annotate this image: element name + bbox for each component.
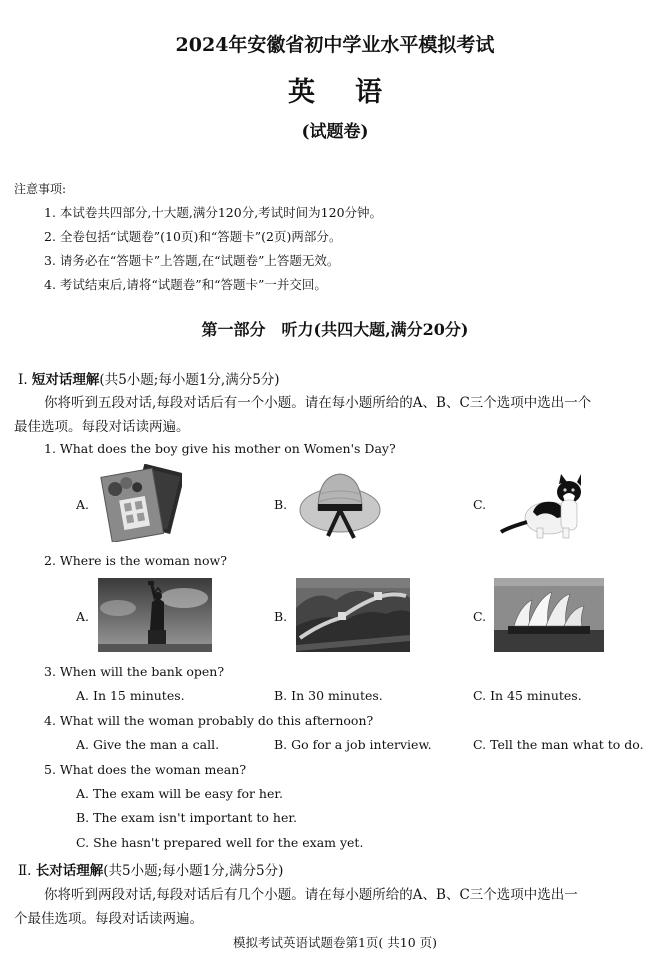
option-letter: C. [473,737,487,752]
option-letter: B. [274,688,288,703]
section-info: (共5小题;每小题1分,满分5分) [99,372,280,388]
notes-heading: 注意事项: [14,182,67,196]
option-b [76,810,297,825]
section-one-heading [18,368,280,388]
option-b [274,737,432,752]
question-4: 4. What will the woman probably do this afternoon? [44,713,374,728]
option-text: The exam will be easy for her. [93,786,283,801]
option-a [76,737,219,752]
note-item: 4. 考试结束后,请将“试题卷”和“答题卡”一并交回。 [44,277,327,292]
option-letter: B. [76,810,90,825]
subject-title: 英语 [288,77,422,108]
option-c [76,835,363,850]
note-item: 1. 本试卷共四部分,十大题,满分120分,考试时间为120分钟。 [44,205,383,220]
option-letter: C. [473,497,487,512]
section-two-instructions: 你将听到两段对话,每段对话后有几个小题。请在每小题所给的A、B、C三个选项中选出一 [44,887,578,903]
section-one-instructions-cont: 最佳选项。每段对话读两遍。 [14,419,190,435]
sydney-opera-house-image [494,578,604,652]
option-text: The exam isn't important to her. [93,810,297,825]
section-info: (共5小题;每小题1分,满分5分) [103,863,284,879]
question-3: 3. When will the bank open? [44,664,225,679]
section-two-heading [18,859,283,879]
question-2: 2. Where is the woman now? [44,553,227,568]
section-two-instructions-cont: 个最佳选项。每段对话读两遍。 [14,911,203,927]
cat-image [497,466,589,540]
option-text: In 30 minutes. [291,688,383,703]
option-letter: A. [76,688,90,703]
option-letter: A. [76,497,90,512]
option-letter: A. [76,737,90,752]
section-numeral: Ⅱ. [18,863,32,879]
paper-type: (试题卷) [301,122,369,142]
option-text: Give the man a call. [93,737,220,752]
section-name: 短对话理解 [31,372,100,388]
note-item: 2. 全卷包括“试题卷”(10页)和“答题卡”(2页)两部分。 [44,229,342,244]
option-a [76,786,283,801]
exam-title: 2024年安徽省初中学业水平模拟考试 [175,34,495,56]
option-letter: B. [274,737,288,752]
straw-hat-image [298,464,382,542]
option-c [473,737,644,752]
greeting-card-image [100,464,182,542]
option-letter: A. [76,609,90,624]
option-letter: A. [76,786,90,801]
option-letter: C. [76,835,90,850]
section-numeral: Ⅰ. [18,372,28,388]
page-footer: 模拟考试英语试题卷第1页( 共10 页) [232,935,438,950]
section-one-instructions: 你将听到五段对话,每段对话后有一个小题。请在每小题所给的A、B、C三个选项中选出一个 [44,395,592,411]
question-1: 1. What does the boy give his mother on Women's Day? [44,441,396,456]
statue-of-liberty-image [98,578,212,652]
question-5: 5. What does the woman mean? [44,762,247,777]
part-one-title: 第一部分 听力(共四大题,满分20分) [201,320,469,339]
option-text: Go for a job interview. [291,737,432,752]
option-text: In 45 minutes. [490,688,582,703]
option-b [274,688,383,703]
option-text: Tell the man what to do. [490,737,644,752]
option-letter: B. [274,497,288,512]
section-name: 长对话理解 [35,863,104,879]
option-letter: B. [274,609,288,624]
option-text: She hasn't prepared well for the exam yet. [93,835,364,850]
option-letter: C. [473,609,487,624]
option-a [76,688,185,703]
option-c [473,688,582,703]
option-letter: C. [473,688,487,703]
option-text: In 15 minutes. [93,688,185,703]
note-item: 3. 请务必在“答题卡”上答题,在“试题卷”上答题无效。 [44,253,340,268]
great-wall-image [296,578,410,652]
